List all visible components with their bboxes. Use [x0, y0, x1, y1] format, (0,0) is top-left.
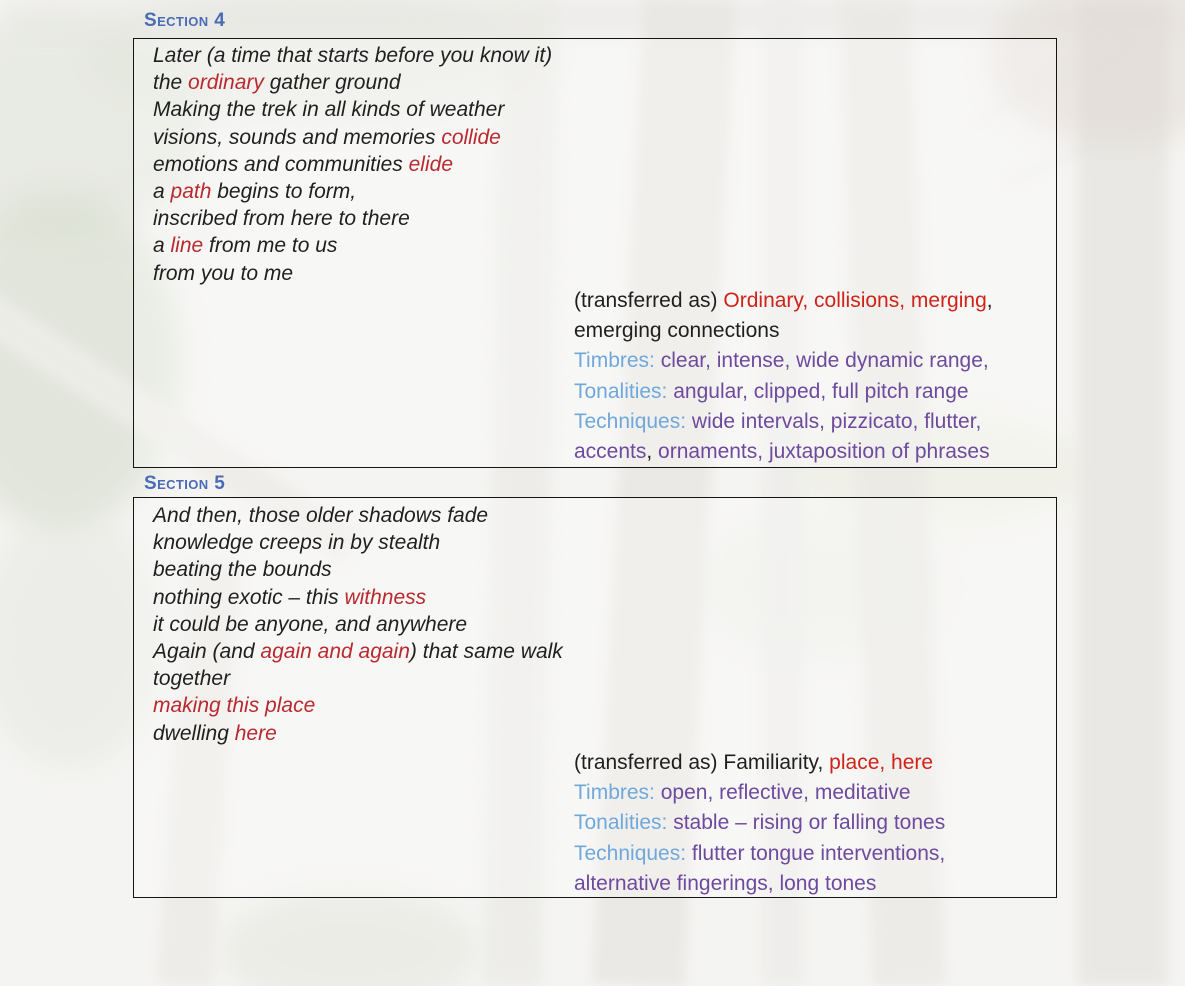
text-segment: And then, those older shadows fade [153, 504, 489, 527]
poem-line [153, 205, 552, 232]
text-segment: ornaments, juxtaposition of phrases [652, 440, 990, 464]
poem-line [153, 232, 552, 259]
text-segment: place, here [829, 751, 934, 774]
text-segment: stable – rising or falling tones [667, 811, 946, 835]
transfer-line [574, 377, 993, 407]
poem-line [153, 124, 552, 151]
text-segment: beating the bounds [153, 558, 332, 582]
section-4-heading: Section 4 [144, 10, 226, 31]
text-segment: making this place [153, 694, 316, 718]
text-segment: Techniques: [574, 841, 687, 865]
text-segment: Making the trek in all kinds of weather [153, 98, 505, 122]
text-segment: Timbres: [574, 781, 655, 805]
text-segment: gather ground [263, 71, 401, 95]
text-segment: emotions and communities [153, 152, 409, 176]
text-segment: angular, clipped, full pitch range [667, 379, 969, 403]
section-4-poem [153, 42, 552, 287]
text-segment: path [170, 180, 212, 204]
text-segment: , [646, 440, 653, 464]
poem-line [153, 692, 563, 719]
text-segment: , [986, 289, 993, 312]
poem-line [153, 584, 563, 611]
text-segment: open, reflective, meditative [654, 781, 911, 805]
text-segment: Ordinary, collisions, merging [723, 289, 987, 312]
text-segment: a [153, 234, 171, 258]
text-segment: from me to us [203, 234, 338, 258]
text-segment: Tonalities: [574, 379, 668, 403]
transfer-line [574, 808, 945, 838]
text-segment: here [234, 721, 277, 745]
text-segment: the [153, 71, 189, 95]
text-segment: nothing exotic – this [153, 585, 345, 609]
text-segment: flutter tongue interventions, [686, 841, 946, 865]
text-segment: it could be anyone, and anywhere [153, 612, 468, 636]
poem-line [153, 69, 552, 96]
transfer-line [574, 839, 945, 869]
section-5-heading: Section 5 [144, 473, 226, 494]
text-segment: accents [574, 440, 647, 464]
transfer-line [574, 778, 945, 808]
poem-line [153, 638, 563, 665]
text-segment: wide intervals, pizzicato, flutter, [686, 409, 982, 433]
text-segment: a [153, 180, 171, 204]
poem-line [153, 96, 552, 123]
transfer-line [574, 437, 993, 467]
text-segment: Techniques: [574, 409, 687, 433]
transfer-line [574, 869, 945, 899]
text-segment: Tonalities: [574, 811, 668, 835]
poem-line [153, 42, 552, 69]
text-segment: together [153, 667, 231, 691]
text-segment: (transferred as) Familiarity, [574, 751, 830, 774]
text-segment: begins to form, [211, 180, 357, 204]
section-4-transfer [574, 286, 993, 467]
text-segment: collide [441, 125, 501, 149]
text-segment: inscribed from here to there [153, 207, 410, 231]
text-segment: ordinary [188, 71, 264, 95]
text-segment: Timbres: [574, 349, 655, 373]
text-segment: (transferred as) [574, 289, 724, 312]
text-segment: alternative fingerings, long tones [574, 871, 877, 895]
poem-line [153, 556, 563, 583]
text-segment: dwelling [153, 721, 235, 745]
text-segment: emerging connections [574, 319, 780, 343]
text-segment: visions, sounds and memories [153, 125, 442, 149]
section-5-poem [153, 502, 563, 747]
transfer-line [574, 286, 993, 316]
poem-line [153, 260, 552, 287]
text-segment: Later (a time that starts before you know it) [153, 44, 553, 67]
text-segment: elide [408, 152, 453, 176]
text-segment: clear, intense, wide dynamic range, [654, 349, 989, 373]
transfer-line [574, 407, 993, 437]
poem-line [153, 611, 563, 638]
transfer-line [574, 316, 993, 346]
text-segment: knowledge creeps in by stealth [153, 531, 441, 555]
poem-line [153, 502, 563, 529]
text-segment: withness [344, 585, 427, 609]
poem-line [153, 151, 552, 178]
transfer-line [574, 346, 993, 376]
poem-line [153, 665, 563, 692]
transfer-line [574, 748, 945, 778]
text-segment: ) that same walk [409, 640, 563, 664]
text-segment: line [170, 234, 204, 258]
poem-line [153, 178, 552, 205]
text-segment: Again (and [153, 640, 261, 664]
text-segment: from you to me [153, 261, 294, 285]
poem-line [153, 529, 563, 556]
poem-line [153, 720, 563, 747]
section-5-transfer [574, 748, 945, 899]
text-segment: again and again [260, 640, 410, 664]
